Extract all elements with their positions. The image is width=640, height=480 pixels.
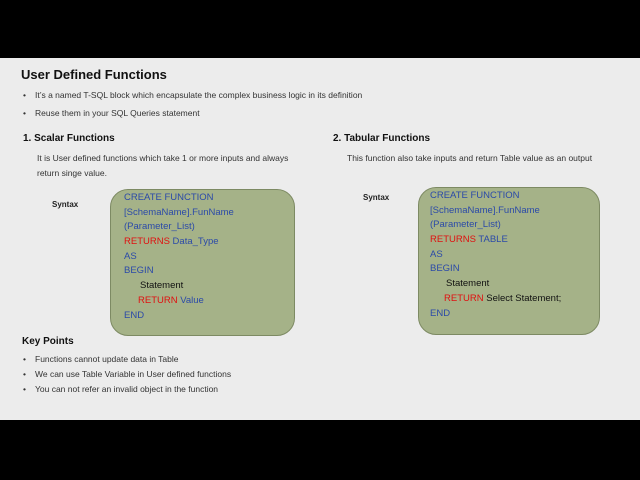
code-line xyxy=(124,294,234,309)
code-line: (Parameter_List) xyxy=(430,219,501,231)
key-point-3 xyxy=(23,384,218,394)
slide xyxy=(0,58,640,420)
code-line: [SchemaName].FunName xyxy=(430,204,540,216)
scalar-code-box xyxy=(110,189,295,336)
scalar-syntax-label: Syntax xyxy=(52,200,79,209)
return-type: TABLE xyxy=(475,234,508,246)
code-line: BEGIN xyxy=(430,263,460,275)
code-line: (Parameter_List) xyxy=(124,221,195,233)
scalar-heading: 1. Scalar Functions xyxy=(23,133,115,144)
bullet-dot: • xyxy=(23,384,26,394)
return-value: Select Statement; xyxy=(483,292,562,304)
key-point-text: You can not refer an invalid object in the function xyxy=(35,384,219,394)
bullet-dot: • xyxy=(23,108,26,118)
code-line: END xyxy=(124,309,145,321)
key-points-heading: Key Points xyxy=(22,336,74,347)
returns-keyword: RETURNS xyxy=(124,236,170,248)
code-line: Statement xyxy=(140,280,184,292)
intro-bullet-text: It’s a named T-SQL block which encapsulate the complex business logic in its definition xyxy=(35,90,363,100)
return-keyword: RETURN xyxy=(138,294,178,306)
key-point-2 xyxy=(23,369,231,379)
intro-bullet-1 xyxy=(23,90,362,100)
scalar-code xyxy=(124,191,234,323)
slide-title: User Defined Functions xyxy=(21,67,167,82)
intro-bullet-text: Reuse them in your SQL Queries statement xyxy=(35,108,200,118)
code-line: [SchemaName].FunName xyxy=(124,206,234,218)
code-line: Statement xyxy=(446,278,490,290)
key-point-1 xyxy=(23,354,179,364)
code-line xyxy=(430,233,561,248)
return-keyword: RETURN xyxy=(444,292,484,304)
code-line: CREATE FUNCTION xyxy=(430,190,520,201)
key-point-text: Functions cannot update data in Table xyxy=(35,354,179,364)
code-line: CREATE FUNCTION xyxy=(124,192,214,203)
return-type: Data_Type xyxy=(169,236,219,248)
tabular-description: This function also take inputs and return Table value as an output xyxy=(347,153,593,163)
tabular-syntax-label: Syntax xyxy=(363,193,390,202)
code-line xyxy=(430,292,561,307)
code-line: BEGIN xyxy=(124,265,154,277)
tabular-code-box xyxy=(418,187,600,335)
return-value: Value xyxy=(177,294,204,306)
intro-bullet-2 xyxy=(23,108,200,118)
bullet-dot: • xyxy=(23,369,26,379)
tabular-heading: 2. Tabular Functions xyxy=(333,133,431,144)
returns-keyword: RETURNS xyxy=(430,234,476,246)
bullet-dot: • xyxy=(23,354,26,364)
key-point-text: We can use Table Variable in User defined functions xyxy=(35,369,232,379)
code-line: END xyxy=(430,307,451,319)
code-line: AS xyxy=(430,248,443,260)
bullet-dot: • xyxy=(23,90,26,100)
code-line xyxy=(124,235,234,250)
tabular-code xyxy=(430,189,561,321)
code-line: AS xyxy=(124,250,137,262)
scalar-description: It is User defined functions which take 1 or more inputs and always return singe value. xyxy=(37,153,289,178)
